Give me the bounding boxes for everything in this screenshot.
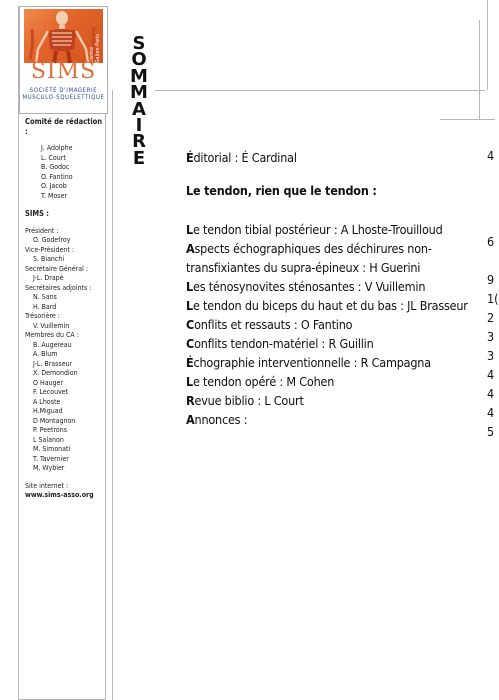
comite-member: J. Adolphe bbox=[41, 144, 73, 152]
toc-entry[interactable] bbox=[186, 277, 495, 296]
toc-entry[interactable] bbox=[186, 410, 495, 429]
page-number: 4 bbox=[487, 386, 495, 401]
sims-heading: SIMS : bbox=[25, 209, 49, 218]
content-border-right bbox=[479, 20, 480, 120]
title-letter: M bbox=[130, 65, 148, 87]
page-number: 9 bbox=[487, 272, 495, 287]
toc-initial: L bbox=[186, 279, 193, 294]
toc-initial: A bbox=[186, 412, 195, 427]
vp-role: Vice-Président : bbox=[25, 245, 74, 254]
toc-entry[interactable] bbox=[186, 239, 495, 258]
page-number: 3 bbox=[487, 348, 495, 363]
toc-text: evue biblio : L Court bbox=[194, 393, 304, 408]
title-letter: E bbox=[132, 147, 146, 169]
toc-text: nnonces : bbox=[194, 412, 248, 427]
title-letter: O bbox=[131, 49, 147, 71]
page-number: 4 bbox=[487, 148, 495, 163]
ca-member: A. Blum bbox=[33, 350, 58, 358]
ca-member: D Montagnon bbox=[33, 416, 76, 425]
sa-name: H. Bard bbox=[33, 302, 57, 311]
toc-text: onflits tendon-matériel : R Guillin bbox=[194, 336, 374, 351]
page-number: 5 bbox=[487, 424, 495, 439]
title-letter: A bbox=[132, 98, 146, 120]
toc-text: spects échographiques des déchirures non- bbox=[194, 241, 432, 256]
toc-initial: L bbox=[186, 222, 193, 237]
ca-member: T. Tavernier bbox=[33, 454, 69, 463]
toc-text: es ténosynovites sténosantes : V Vuillemin bbox=[192, 279, 426, 294]
content-corner-line bbox=[440, 119, 495, 120]
treso-name: V. Vuillemin bbox=[33, 321, 70, 330]
toc-initial: É bbox=[186, 150, 194, 165]
logo-vertical-text: Centre Galien-Paris bbox=[89, 33, 101, 63]
logo-name: SIMS bbox=[30, 59, 97, 84]
ca-role: Membres du CA : bbox=[25, 331, 79, 339]
page-number: 3 bbox=[487, 329, 495, 344]
page-number: 4 bbox=[487, 367, 495, 382]
toc-entry-continued[interactable] bbox=[186, 258, 495, 277]
sg-role: Secrétaire Général : bbox=[25, 264, 88, 273]
comite-member: B. Godoc bbox=[41, 163, 70, 171]
comite-member: L. Court bbox=[41, 153, 66, 162]
logo-subtitle-1: SOCIÉTÉ D'IMAGERIE bbox=[29, 87, 98, 94]
toc-entry[interactable] bbox=[186, 372, 495, 391]
page-number: 4 bbox=[487, 405, 495, 420]
sidebar-border-right bbox=[105, 112, 106, 700]
sims-logo bbox=[19, 6, 108, 114]
toc-entry[interactable] bbox=[186, 296, 495, 315]
toc-entry[interactable] bbox=[186, 391, 495, 410]
toc-initial: C bbox=[186, 317, 195, 332]
skeleton-image bbox=[24, 9, 103, 63]
ca-member: M. Simonati bbox=[33, 445, 71, 453]
ca-member: B. Augereau bbox=[33, 340, 72, 349]
toc-entry[interactable] bbox=[186, 220, 495, 239]
toc-initial: R bbox=[186, 393, 195, 408]
page-number: 6 bbox=[487, 234, 495, 249]
toc-text: chographie interventionnelle : R Campagna bbox=[193, 355, 431, 370]
toc-initial: L bbox=[186, 298, 193, 313]
page-number: 1( bbox=[487, 291, 499, 306]
ca-member: M. Wybier bbox=[33, 464, 65, 472]
toc-initial: É bbox=[186, 355, 194, 370]
toc-text: onflits et ressauts : O Fantino bbox=[194, 317, 353, 332]
sa-role: Secrétaires adjoints : bbox=[25, 283, 92, 292]
president-role: Président : bbox=[25, 226, 59, 235]
logo-subtitle-2: MUSCULO-SQUELETTIQUE bbox=[22, 94, 105, 101]
comite-list bbox=[25, 144, 105, 201]
sa-name: N. Sans bbox=[33, 293, 57, 301]
ca-member: X. Demondion bbox=[33, 369, 78, 377]
table-of-contents bbox=[186, 148, 495, 429]
sidebar bbox=[25, 117, 105, 501]
toc-initial: A bbox=[186, 241, 195, 256]
ca-member: H.Miguad bbox=[33, 407, 63, 415]
toc-entry[interactable] bbox=[186, 315, 495, 334]
ca-member: F. Lecouvet bbox=[33, 388, 69, 396]
sommaire-title bbox=[129, 33, 149, 169]
ca-member: P. Peetrons bbox=[33, 426, 68, 434]
title-letter: M bbox=[130, 82, 148, 104]
content-border-right-2 bbox=[487, 0, 488, 90]
page-number: 2 bbox=[487, 310, 495, 325]
comite-heading: Comité de rédaction : bbox=[25, 117, 103, 136]
treso-role: Trésorière : bbox=[25, 312, 60, 320]
ca-member: L Salanon bbox=[33, 435, 64, 444]
toc-entry[interactable] bbox=[186, 353, 495, 372]
content-top-line bbox=[155, 90, 485, 91]
ca-member: A Lhoste bbox=[33, 397, 61, 406]
section-heading: Le tendon, rien que le tendon : bbox=[186, 183, 377, 198]
vp-name: S. Bianchi bbox=[33, 255, 65, 263]
toc-entry-editorial[interactable] bbox=[186, 148, 495, 167]
ca-member: O Hauger bbox=[33, 378, 64, 387]
comite-member: O. Jacob bbox=[41, 182, 67, 190]
content-border-left bbox=[112, 90, 113, 700]
toc-text: e tendon tibial postérieur : A Lhoste-Trouilloud bbox=[192, 222, 443, 237]
title-letter: R bbox=[132, 131, 146, 153]
ca-member: J-L. Brasseur bbox=[33, 359, 73, 368]
comite-member: T. Moser bbox=[41, 191, 68, 200]
toc-text: ditorial : É Cardinal bbox=[193, 150, 297, 165]
toc-initial: L bbox=[186, 374, 193, 389]
title-letter: I bbox=[135, 115, 143, 137]
comite-member: O. Fantino bbox=[41, 172, 73, 181]
president-name: O. Godefroy bbox=[33, 236, 71, 244]
toc-text: e tendon opéré : M Cohen bbox=[192, 374, 335, 389]
toc-text: transfixiantes du supra-épineux : H Guerini bbox=[186, 260, 421, 275]
sg-name: J-L. Drapé bbox=[33, 274, 64, 282]
toc-initial: C bbox=[186, 336, 195, 351]
site-url-link[interactable]: www.sims-asso.org bbox=[25, 491, 94, 499]
toc-entry[interactable] bbox=[186, 334, 495, 353]
toc-text: e tendon du biceps du haut et du bas : JL Brasseur bbox=[192, 298, 468, 313]
site-label: Site internet : bbox=[25, 481, 69, 490]
title-letter: S bbox=[132, 33, 146, 54]
